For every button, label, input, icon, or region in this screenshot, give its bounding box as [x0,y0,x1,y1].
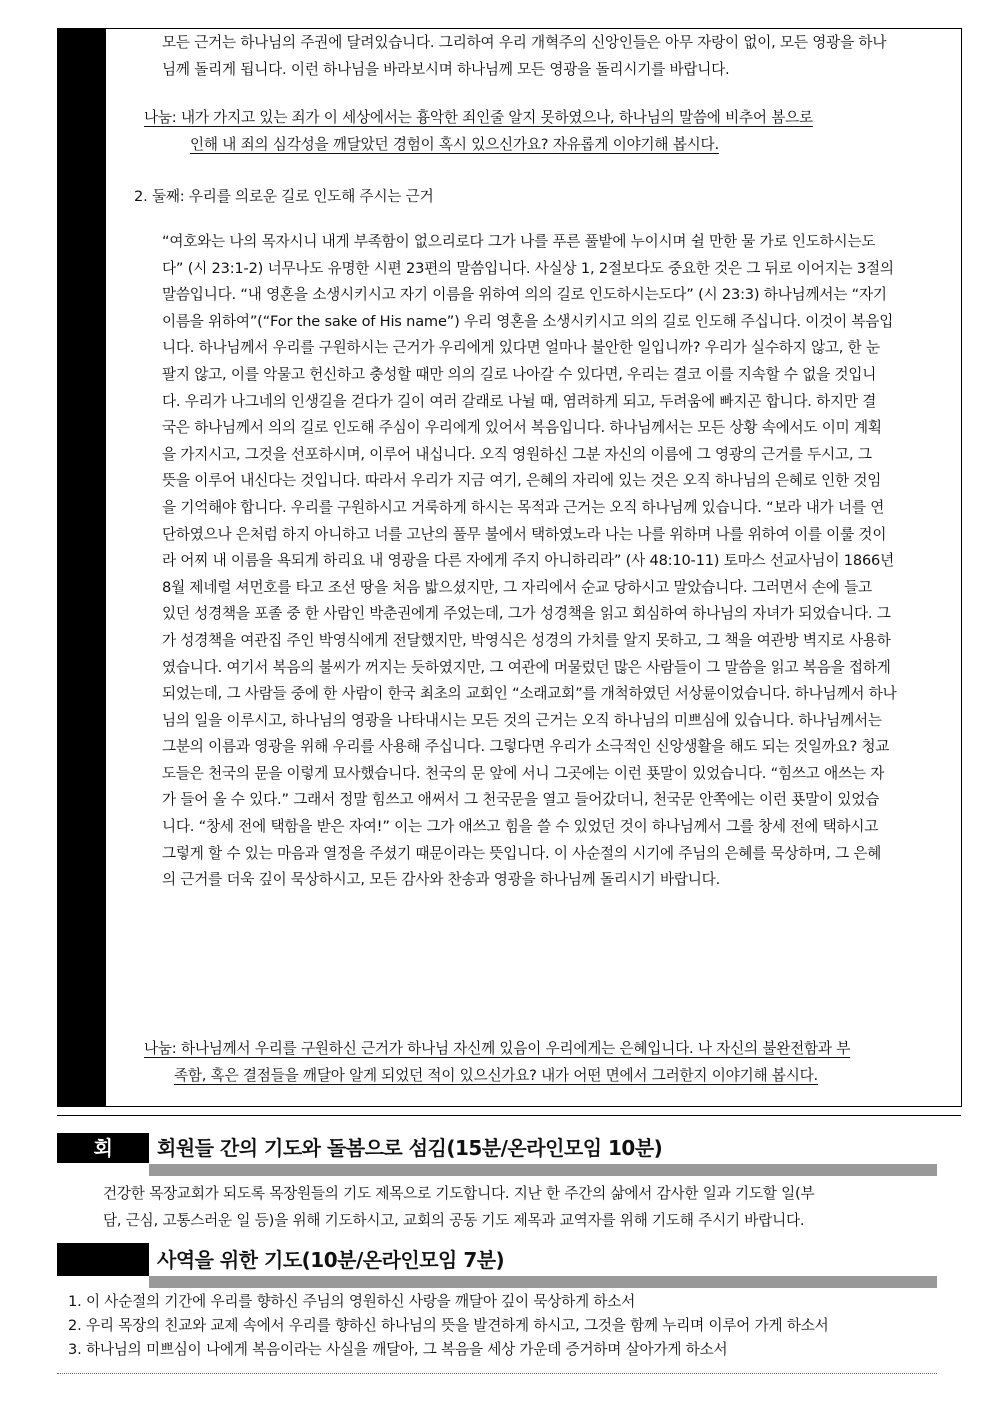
body-line: 이름을 위하여”(“For the sake of His name”) 우리 영혼을 소생시키시고 의의 길로 인도해 주십니다. 이것이 복음입 [162,312,894,330]
body-paragraph [162,229,955,894]
fellowship-line-2: 담, 근심, 고통스러운 일 등)을 위해 기도하시고, 교회의 공동 기도 제목과 교역자를 위해 기도해 주시기 바랍니다. [103,1211,805,1229]
fellowship-tag-box [57,1133,149,1163]
section-divider-2 [57,1115,961,1116]
left-black-bar [57,29,106,1107]
ministry-tag-box [57,1243,149,1276]
body-line: 가 들어 올 수 있다.” 그래서 정말 힘쓰고 애써서 그 천국문을 열고 들어갔더니, 천국문 안쪽에는 이런 푯말이 있었습 [162,791,880,809]
section-divider [57,1106,961,1107]
fellowship-paragraph [103,1181,933,1234]
body-line: 그렇게 할 수 있는 마음과 열정을 주셨기 때문이라는 뜻입니다. 이 사순절의 시기에 주님의 은혜를 묵상하며, 그 은혜 [162,844,882,862]
prayer-item-2: 2. 우리 목장의 친교와 교제 속에서 우리를 향하신 하나님의 뜻을 발견하게 하시고, 그것을 함께 누리며 이루어 가게 하소서 [68,1317,829,1334]
body-line: 뜻을 이루어 내신다는 것입니다. 따라서 우리가 지금 여기, 은혜의 자리에 있는 것은 오직 하나님의 은혜로 인한 것임 [162,472,882,490]
body-line: “여호와는 나의 목자시니 내게 부족함이 없으리로다 그가 나를 푸른 풀밭에 누이시며 쉴 만한 물 가로 인도하시는도 [162,233,876,250]
intro-line-2: 님께 돌리게 됩니다. 이런 하나님을 바라보시며 하나님께 모든 영광을 돌리시기를 바랍니다. [162,60,730,78]
share2-line-2: 족함, 혹은 결점들을 깨달아 알게 되었던 적이 있으신가요? 내가 어떤 면에서 그러한지 이야기해 봅시다. [174,1066,818,1084]
body-line: 의 근거를 더욱 깊이 묵상하시고, 모든 감사와 찬송과 영광을 하나님께 돌리시기 바랍니다. [162,871,721,889]
share1-line-2: 인해 내 죄의 심각성을 깨달았던 경험이 혹시 있으신가요? 자유롭게 이야기해 봅시다. [190,135,719,153]
intro-paragraph [162,30,955,83]
prayer-item-1: 1. 이 사순절의 기간에 우리를 향하신 주님의 영원하신 사랑을 깨달아 깊이 묵상하게 하소서 [68,1293,636,1310]
intro-line-1: 모든 근거는 하나님의 주권에 달려있습니다. 그리하여 우리 개혁주의 신앙인들은 아무 자랑이 없이, 모든 영광을 하나 [162,34,887,51]
body-line: 8월 제네럴 셔먼호를 타고 조선 땅을 처음 밟으셨지만, 그 자리에서 순교 당하시고 말았습니다. 그러면서 손에 들고 [162,578,872,596]
fellowship-line-1: 건강한 목장교회가 되도록 목장원들의 기도 제목으로 기도합니다. 지난 한 주간의 삶에서 감사한 일과 기도할 일(부 [103,1185,815,1202]
body-line: 을 가지시고, 그것을 선포하시며, 이루어 내십니다. 오직 영원하신 그분 자신의 이름에 그 영광의 근거를 두시고, 그 [162,445,872,463]
fellowship-title: 회원들 간의 기도와 돌봄으로 섬김(15분/온라인모임 10분) [157,1136,663,1160]
ministry-header [57,1243,937,1289]
body-line: 라 어찌 내 이름을 욕되게 하리요 내 영광을 다른 자에게 주지 아니하리라” (사 48:10-11) 토마스 선교사님이 1866년 [162,552,895,570]
share1-line-1: 나눔: 내가 가지고 있는 죄가 이 세상에서는 흉악한 죄인줄 알지 못하였으나, 하나님의 말씀에 비추어 봄으로 [144,109,813,126]
body-line: 님의 일을 이루시고, 하나님의 영광을 나타내시는 모든 것의 근거는 오직 하나님의 미쁘심에 있습니다. 하나님께서는 [162,711,882,729]
body-line: 말씀입니다. “내 영혼을 소생시키시고 자기 이름을 위하여 의의 길로 인도하시는도다” (시 23:3) 하나님께서는 “자기 [162,286,887,304]
body-line: 있던 성경책을 포졸 중 한 사람인 박춘권에게 주었는데, 그가 성경책을 읽고 회심하여 하나님의 자녀가 되었습니다. 그 [162,605,891,623]
body-line: 그분의 이름과 영광을 위해 우리를 사용해 주십니다. 그렇다면 우리가 소극적인 신앙생활을 해도 되는 것일까요? 청교 [162,738,890,756]
prayer-item-3: 3. 하나님의 미쁘심이 나에게 복음이라는 사실을 깨달아, 그 복음을 세상 가운데 증거하며 살아가게 하소서 [68,1341,728,1358]
fellowship-gray-bar [149,1164,937,1176]
body-line: 을 기억해야 합니다. 우리를 구원하시고 거룩하게 하시는 목적과 근거는 오직 하나님께 있습니다. “보라 내가 너를 연 [162,498,885,516]
share2-line-1: 나눔: 하나님께서 우리를 구원하신 근거가 하나님 자신께 있음이 우리에게는 은혜입니다. 나 자신의 불완전함과 부 [144,1040,851,1057]
body-line: 팔지 않고, 이를 악물고 헌신하고 충성할 때만 의의 길로 나아갈 수 있다면, 우리는 결코 이를 지속할 수 없을 것입니 [162,365,877,383]
body-line: 니다. 하나님께서 우리를 구원하시는 근거가 우리에게 있다면 얼마나 불안한 일입니까? 우리가 실수하지 않고, 한 눈 [162,339,880,357]
ministry-gray-bar [149,1276,937,1288]
ministry-prayer-list [68,1290,948,1362]
body-line: 가 성경책을 여관집 주인 박영식에게 전달했지만, 박영식은 성경의 가치를 알지 못하고, 그 책을 여관방 벽지로 사용하 [162,631,891,649]
body-line: 도들은 천국의 문을 이렇게 묘사했습니다. 천국의 문 앞에 서니 그곳에는 이런 푯말이 있었습니다. “힘쓰고 애쓰는 자 [162,764,885,782]
body-line: 되었는데, 그 사람들 중에 한 사람이 한국 최초의 교회인 “소래교회”를 개척하였던 서상륜이었습니다. 하나님께서 하나 [162,685,897,703]
fellowship-header [57,1133,937,1177]
body-line: 다. 우리가 나그네의 인생길을 걷다가 길이 여러 갈래로 나뉠 때, 염려하게 되고, 두려움에 빠지곤 합니다. 하지만 결 [162,392,877,410]
fellowship-tag: 회 [93,1136,113,1160]
bottom-dotted-rule [57,1373,937,1374]
share-question-1 [144,105,959,158]
body-line: 니다. “창세 전에 택함을 받은 자여!” 이는 그가 애쓰고 힘을 쓸 수 있었던 것이 하나님께서 그를 창세 전에 택하시고 [162,818,879,836]
ministry-title: 사역을 위한 기도(10분/온라인모임 7분) [157,1248,505,1272]
body-line: 다” (시 23:1-2) 너무나도 유명한 시편 23편의 말씀입니다. 사실상 1, 2절보다도 중요한 것은 그 뒤로 이어지는 3절의 [162,259,894,277]
body-line: 였습니다. 여기서 복음의 불씨가 꺼지는 듯하였지만, 그 여관에 머물렀던 많은 사람들이 그 말씀을 읽고 복음을 접하게 [162,658,891,676]
point-2-title: 2. 둘째: 우리를 의로운 길로 인도해 주시는 근거 [134,188,434,205]
share-question-2 [144,1036,959,1089]
body-line: 단하였으나 은처럼 하지 아니하고 너를 고난의 풀무 불에서 택하였노라 나는 나를 위하며 나를 위하여 이를 이룰 것이 [162,525,887,543]
body-line: 국은 하나님께서 의의 길로 인도해 주심이 우리에게 있어서 복음입니다. 하나님께서는 모든 상황 속에서도 이미 계획 [162,419,882,437]
